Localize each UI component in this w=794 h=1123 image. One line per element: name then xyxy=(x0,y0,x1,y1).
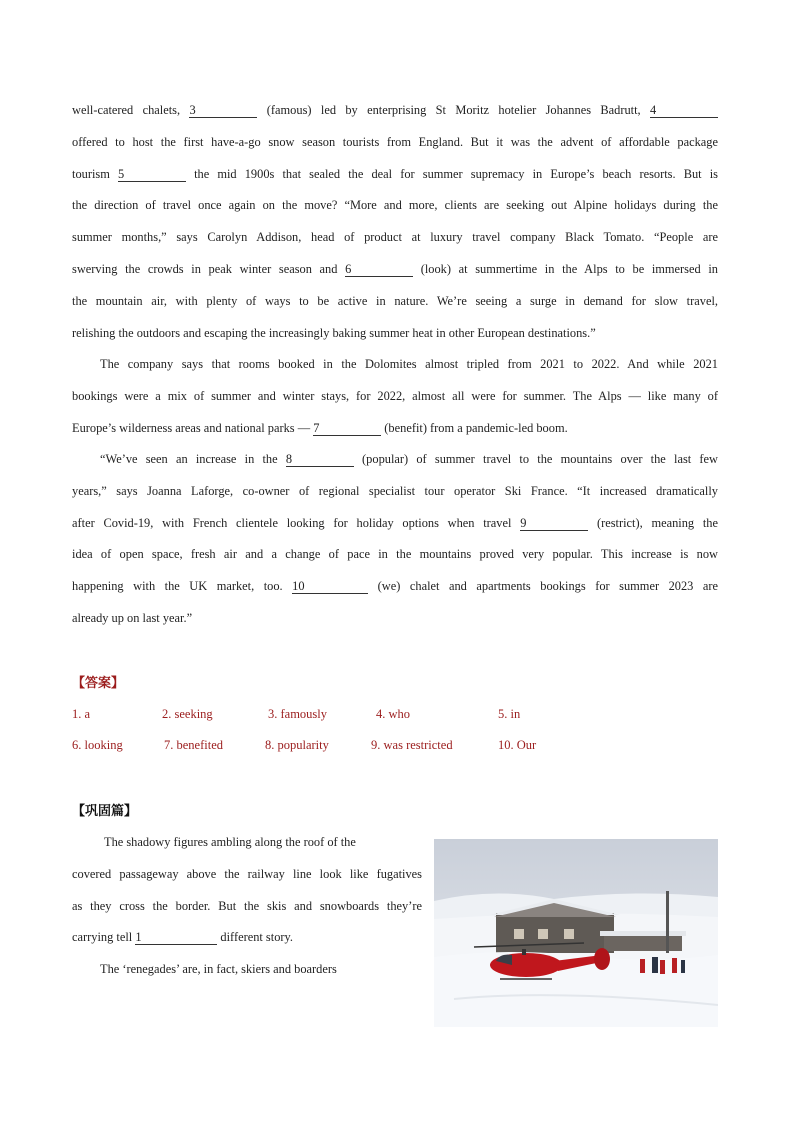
answer-5: 5. in xyxy=(498,707,521,721)
helicopter-photo xyxy=(434,839,718,1027)
text-line: idea of open space, fresh air and a change of pace in the mountains proved very popular. This increase is now xyxy=(72,547,718,562)
text-line: summer months,” says Carolyn Addison, head of product at luxury travel company Black Tomato. “People are xyxy=(72,230,718,245)
answer-8: 8. popularity xyxy=(265,738,329,752)
section-heading: 【巩固篇】 xyxy=(72,803,138,818)
answer-2: 2. seeking xyxy=(162,707,213,721)
answer-7: 7. benefited xyxy=(164,738,224,752)
text-line: as they cross the border. But the skis and snowboards they’re xyxy=(72,898,422,913)
blank-10[interactable]: 10 xyxy=(292,579,368,594)
text-line: tourism 5 the mid 1900s that sealed the deal for summer supremacy in Europe’s beach resorts. But is xyxy=(72,166,718,181)
answers-heading: 【答案】 xyxy=(72,675,125,690)
text-line: offered to host the first have-a-go snow season tourists from England. But it was the advent of affordable package xyxy=(72,134,718,149)
blank-1[interactable]: 1 xyxy=(135,930,217,945)
text-line: already up on last year.” xyxy=(72,610,193,625)
text-line: years,” says Joanna Laforge, co-owner of regional specialist tour operator Ski France. “It increased dramatically xyxy=(72,483,718,498)
blank-9[interactable]: 9 xyxy=(520,516,588,531)
text-line: Europe’s wilderness areas and national parks — 7 (benefit) from a pandemic-led boom. xyxy=(72,420,568,435)
text-line: The ‘renegades’ are, in fact, skiers and boarders xyxy=(100,962,337,977)
text-line: relishing the outdoors and escaping the increasingly baking summer heat in other European destinations.” xyxy=(72,325,596,340)
text-line: the mountain air, with plenty of ways to be active in nature. We’re seeing a surge in demand for slow travel, xyxy=(72,293,718,308)
text-line: “We’ve seen an increase in the 8 (popular) of summer travel to the mountains over the last few xyxy=(100,452,718,466)
section2-paragraph xyxy=(72,827,422,986)
text-line: well-catered chalets, 3 (famous) led by enterprising St Moritz hotelier Johannes Badrutt, 4 xyxy=(72,95,718,127)
answer-3: 3. famously xyxy=(268,707,328,721)
text-line: The company says that rooms booked in the Dolomites almost tripled from 2021 to 2022. And while 2021 xyxy=(100,357,718,371)
blank-4[interactable]: 4 xyxy=(650,103,718,118)
answer-4: 4. who xyxy=(376,707,411,721)
answer-6: 6. looking xyxy=(72,738,123,752)
text-line: carrying tell 1 different story. xyxy=(72,930,294,945)
passage-paragraph-2 xyxy=(72,349,718,444)
blank-5[interactable]: 5 xyxy=(118,167,186,182)
passage-paragraph-1 xyxy=(72,95,718,349)
answer-10: 10. Our xyxy=(498,738,537,752)
answer-9: 9. was restricted xyxy=(371,738,453,752)
passage-paragraph-3 xyxy=(72,444,718,635)
text-line: The shadowy figures ambling along the roof of the xyxy=(104,835,356,849)
text-line: happening with the UK market, too. 10 (we) chalet and apartments bookings for summer 2023 are xyxy=(72,579,718,594)
text-line: the direction of travel once again on the move? “More and more, clients are seeking out Alpine holidays during the xyxy=(72,198,718,213)
blank-3[interactable]: 3 xyxy=(189,103,257,118)
blank-8[interactable]: 8 xyxy=(286,452,354,467)
text-line: bookings were a mix of summer and winter stays, for 2022, almost all were for summer. The Alps — like many of xyxy=(72,388,718,403)
blank-6[interactable]: 6 xyxy=(345,262,413,277)
blank-7[interactable]: 7 xyxy=(313,421,381,436)
text-line: after Covid-19, with French clientele looking for holiday options when travel 9 (restrict), meaning the xyxy=(72,515,718,530)
answer-1: 1. a xyxy=(72,707,91,721)
text-line: covered passageway above the railway line look like fugatives xyxy=(72,866,422,881)
text-line: swerving the crowds in peak winter season and 6 (look) at summertime in the Alps to be immersed in xyxy=(72,261,718,276)
